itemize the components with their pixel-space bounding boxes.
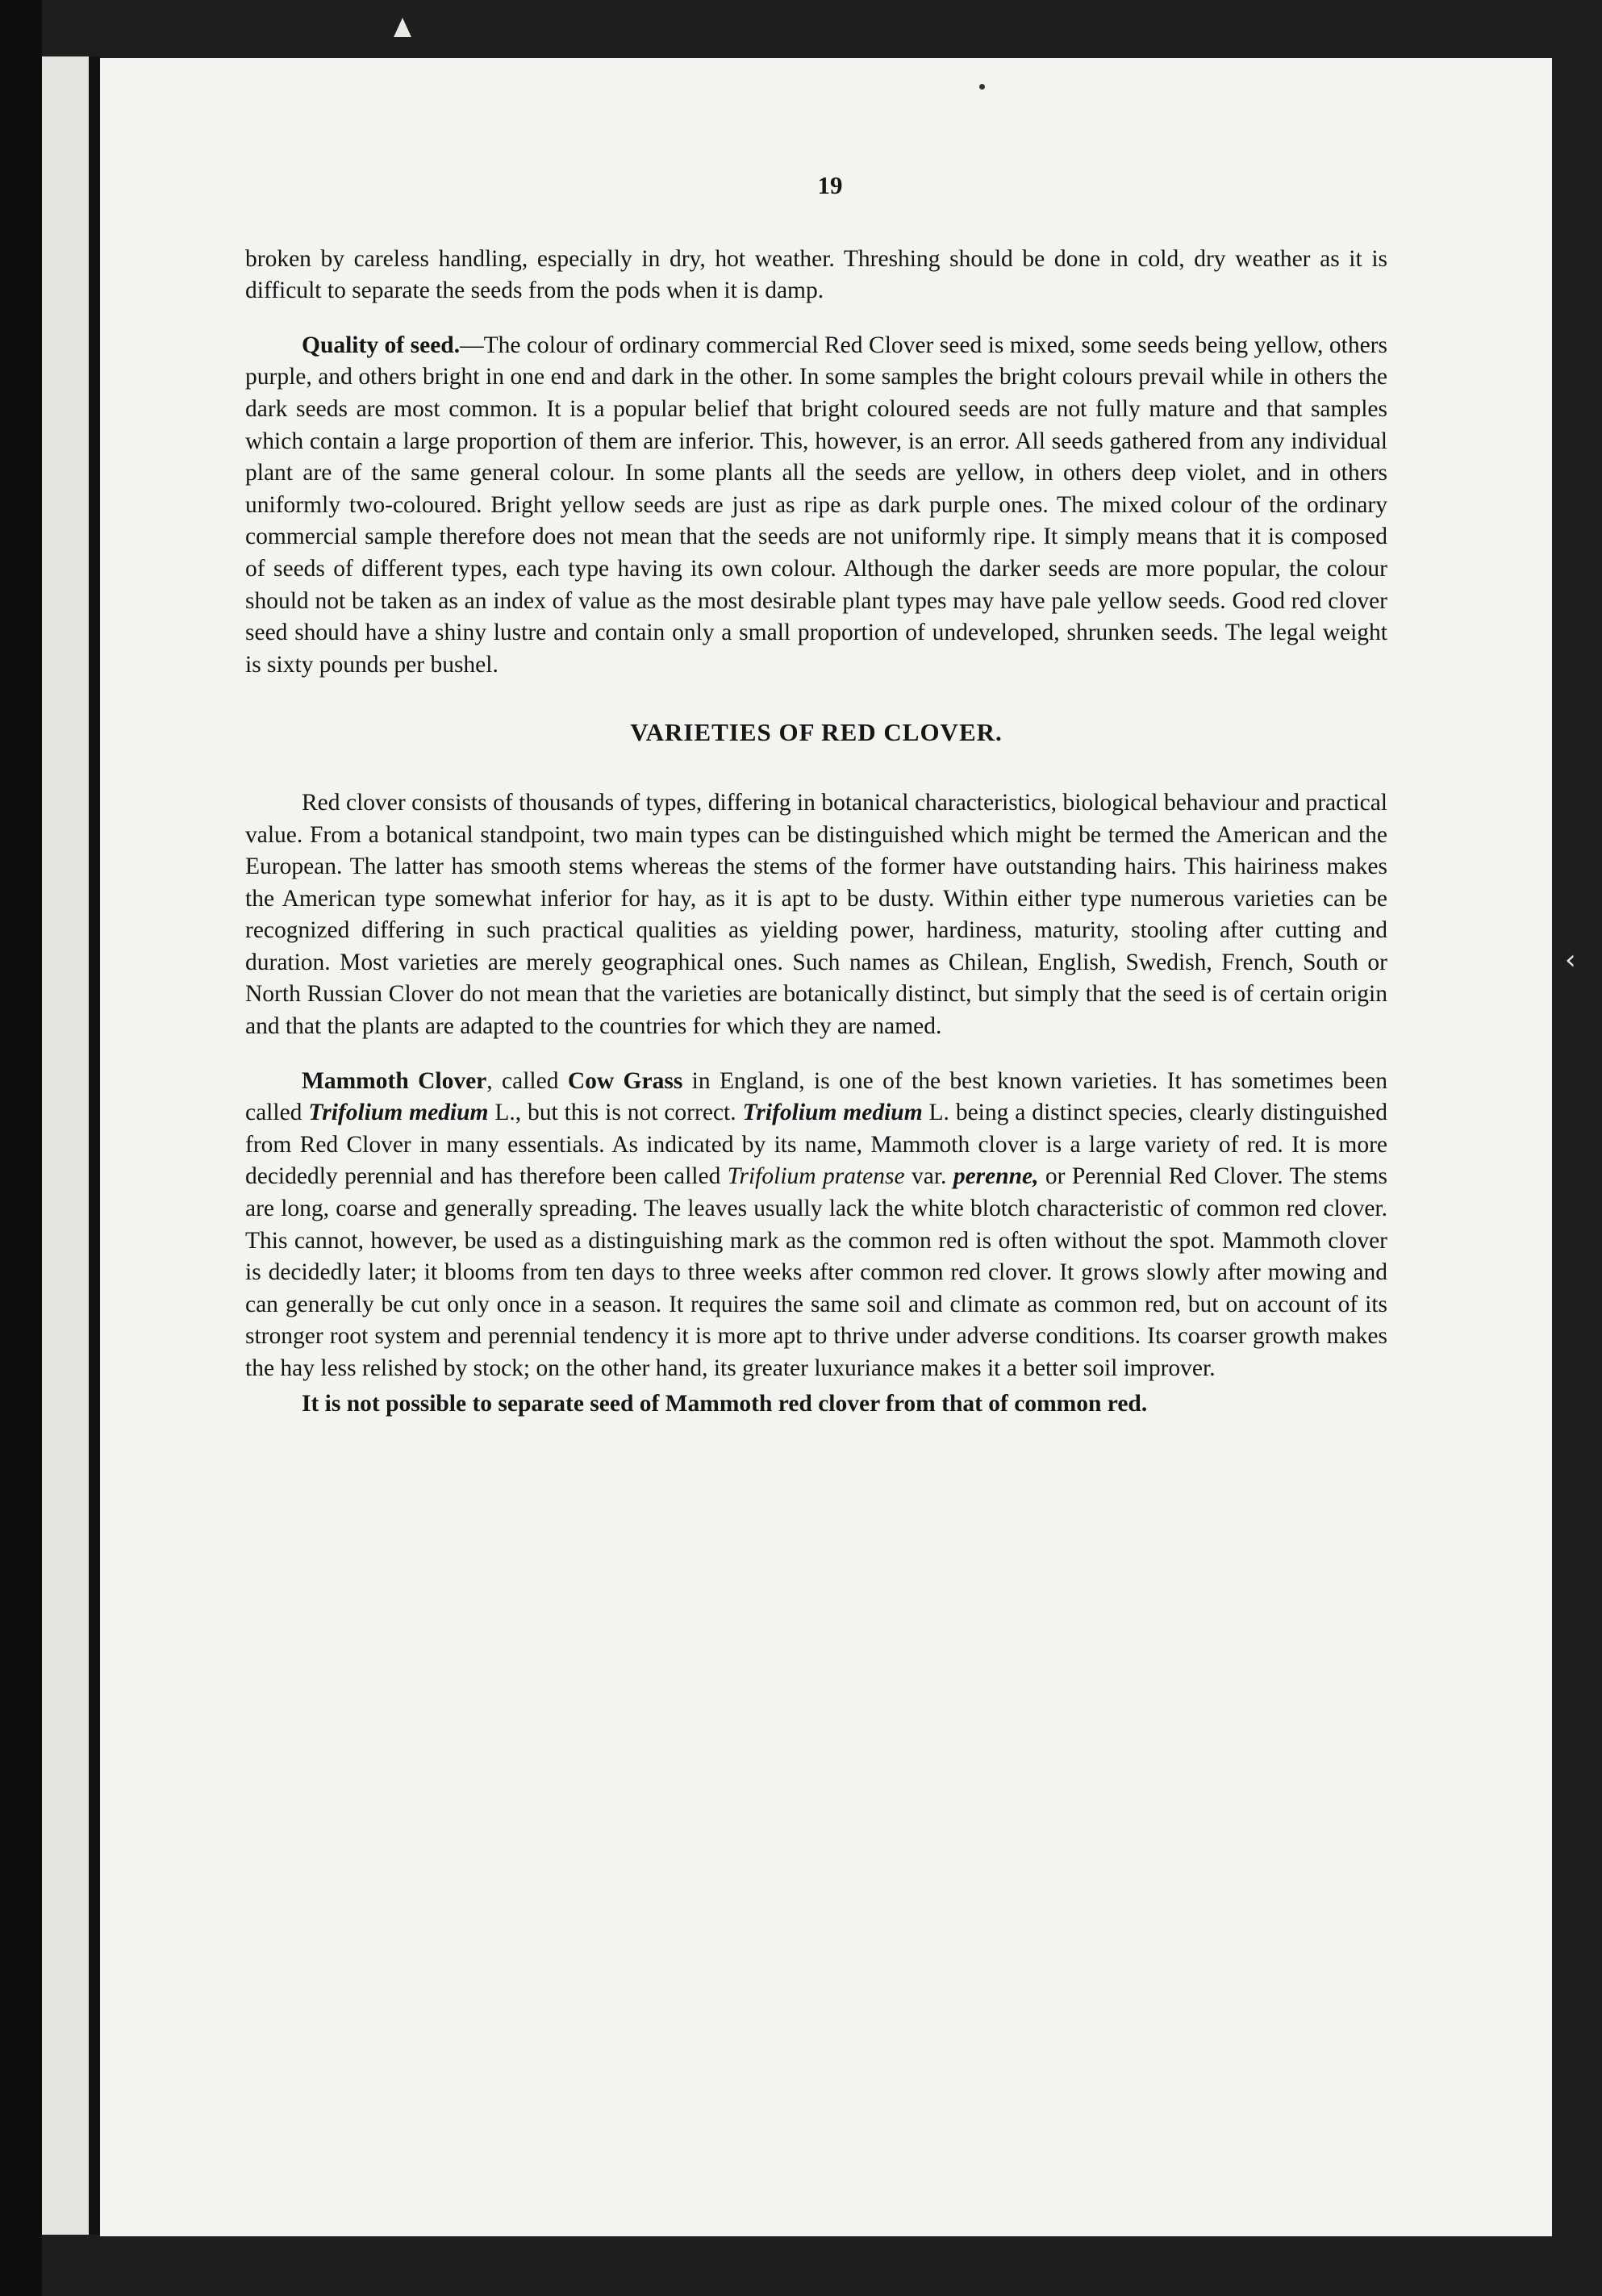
mammoth-text-3: L., but this is not correct. xyxy=(488,1100,743,1126)
mammoth-text-4: L. being a distinct species, clearly distinguished from Red Clover in many essentials. As indicated by its name, Mammoth clover is a large variety of red. It is more decidedly perennial and has therefore been called xyxy=(245,1100,1387,1190)
quality-body: —The colour of ordinary commercial Red Clover seed is mixed, some seeds being yellow, others purple, and others bright in one end and dark in the other. In some samples the bright colours prevail while in others the dark seeds are most common. It is a popular belief that bright coloured seeds are not fully mature and that samples which contain a large proportion of them are inferior. This, however, is an error. All seeds gathered from any individual plant are of the same general colour. In some plants all the seeds are yellow, in others deep violet, and in others uniformly two-coloured. Bright yellow seeds are just as ripe as dark purple ones. The mixed colour of the ordinary commercial sample therefore does not mean that the seeds are not uniformly ripe. It simply means that it is composed of seeds of different types, each type having its own colour. Although the darker seeds are more popular, the colour should not be taken as an index of value as the most desirable plant types may have pale yellow seeds. Good red clover seed should have a shiny lustre and contain only a small proportion of undeveloped, shrunken seeds. The legal weight is sixty pounds per bushel. xyxy=(245,332,1387,678)
mammoth-text-1: , called xyxy=(486,1067,568,1094)
trifolium-medium-term: Trifolium medium xyxy=(308,1100,489,1126)
trifolium-medium-term-2: Trifolium medium xyxy=(742,1100,923,1126)
mammoth-text-2: in England, is one of the best known varieties. It has sometimes been called xyxy=(245,1067,1387,1126)
section-title: VARIETIES OF RED CLOVER. xyxy=(630,718,1003,747)
margin-mark: ‹ xyxy=(1565,944,1576,976)
varieties-paragraph: Red clover consists of thousands of types, differing in botanical characteristics, biological behaviour and practical value. From a botanical standpoint, two main types can be distinguished which might be termed the American and the European. The latter has smooth stems whereas the stems of the former have outstanding hairs. This hairiness makes the American type somewhat inferior for hay, as it is apt to be dusty. Within either type numerous varieties can be recognized differing in such practical qualities as yielding power, hardiness, maturity, stooling after cutting and duration. Most varieties are merely geographical ones. Such names as Chilean, English, Swedish, French, South or North Russian Clover do not mean that the varieties are botanically distinct, but simply that the seed is of certain origin and that the plants are adapted to the countries for which they are named. xyxy=(245,789,1387,1040)
mammoth-heading: Mammoth Clover xyxy=(302,1067,487,1094)
quality-of-seed-paragraph xyxy=(245,330,1387,682)
scan-dark-margin xyxy=(0,0,42,2296)
ink-dot xyxy=(979,84,985,90)
mammoth-paragraph xyxy=(245,1066,1387,1385)
quality-heading: Quality of seed. xyxy=(302,332,461,358)
closing-paragraph: It is not possible to separate seed of Mammoth red clover from that of common red. xyxy=(302,1390,1148,1417)
facing-page-strip xyxy=(42,56,89,2235)
mammoth-text-5: var. xyxy=(904,1163,953,1190)
cow-grass-term: Cow Grass xyxy=(567,1067,683,1094)
page-text xyxy=(245,169,1387,1442)
perenne-term: perenne, xyxy=(953,1163,1039,1190)
binding-line xyxy=(89,56,100,2235)
continuation-paragraph: broken by careless handling, especially in dry, hot weather. Threshing should be done in cold, dry weather as it is difficult to separate the seeds from the pods when it is damp. xyxy=(245,245,1387,304)
mammoth-text-6: or Perennial Red Clover. The stems are long, coarse and generally spreading. The leaves usually lack the white blotch characteristic of common red clover. This cannot, however, be used as a distinguishing mark as the common red is often without the spot. Mammoth clover is decidedly later; it blooms from ten days to three weeks after common red clover. It grows slowly after mowing and can generally be cut only once in a season. It requires the same soil and climate as common red, but on account of its stronger root system and perennial tendency it is more apt to thrive under adverse conditions. Its coarser growth makes the hay less relished by stock; on the other hand, its greater luxuriance makes it a better soil improver. xyxy=(245,1163,1387,1381)
page-number: 19 xyxy=(817,171,843,199)
top-scan-mark xyxy=(394,18,411,37)
trifolium-pratense-term: Trifolium pratense xyxy=(727,1163,905,1190)
